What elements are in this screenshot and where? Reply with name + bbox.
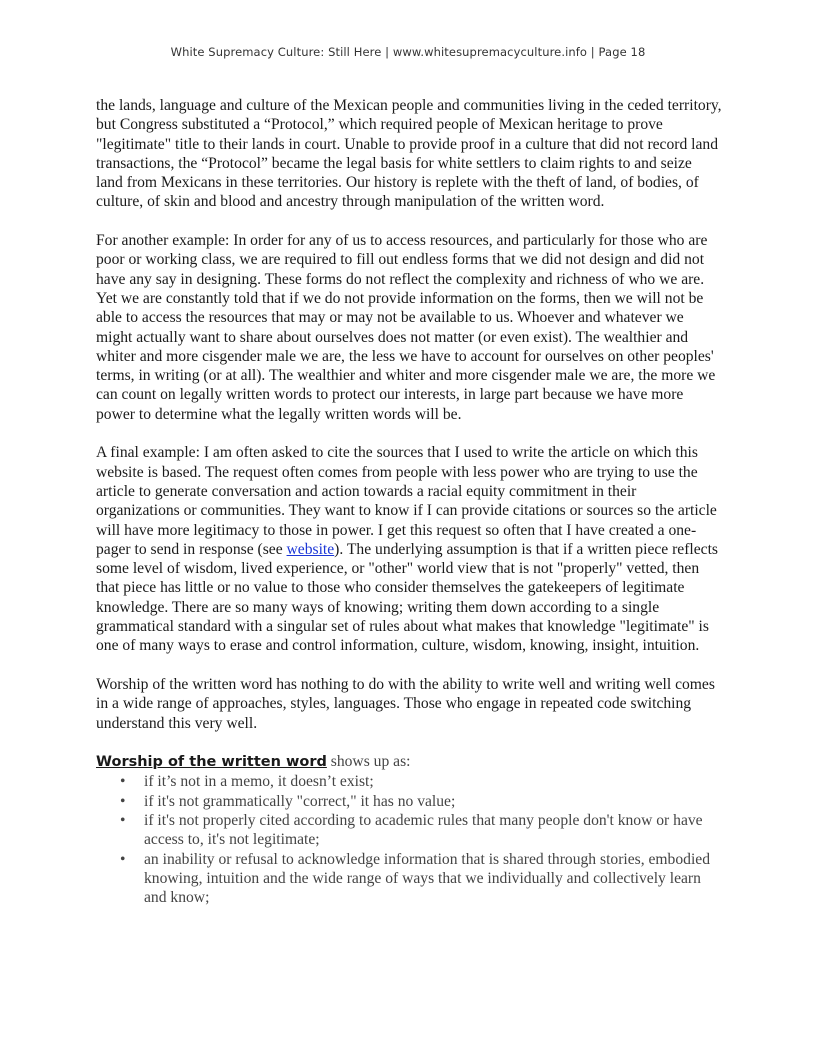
paragraph-text: A final example: I am often asked to cite the sources that I used to write the article on which this website is based. The request often comes from people with less power who are trying to use the article to generate conversation and action towards a racial equity commitment in their organizations or communities. They want to know if I can provide citations or sources so the article will have more legitimacy to those in power. I get this request so often that I have created a one-pager to send in response (see: [96, 444, 717, 558]
paragraph-citation-example: [96, 443, 722, 655]
paragraph-text: ). The underlying assumption is that if a written piece reflects some level of wisdom, lived experience, or "other" world view that is not "properly" vetted, then that piece has little or no value to those who consider themselves the gatekeepers of legitimate knowledge. There are so many ways of knowing; writing them down according to a single grammatical standard with a singular set of rules about what makes that knowledge "legitimate" is one of many ways to erase and control information, culture, wisdom, knowing, insight, intuition.: [96, 540, 718, 655]
list-item: [120, 772, 722, 791]
page-header: White Supremacy Culture: Still Here | www.whitesupremacyculture.info | Page 18: [170, 45, 646, 59]
paragraph-code-switching: Worship of the written word has nothing to do with the ability to write well and writing well comes in a wide range of approaches, styles, languages. Those who engage in repeated code switching understand this very well.: [96, 675, 715, 732]
paragraph-protocol-history: the lands, language and culture of the Mexican people and communities living in the ceded territory, but Congress substituted a “Protocol,” which required people of Mexican heritage to prove "legitimate" title to their lands in court. Unable to provide proof in a culture that did not record land transactions, the “Protocol” became the legal basis for white settlers to claim rights to and seize land from Mexicans in these territories. Our history is replete with the theft of land, of bodies, of culture, of skin and blood and ancestry through manipulation of the written word.: [96, 97, 722, 211]
bullet-icon: •: [120, 811, 126, 829]
list-item: [120, 811, 722, 850]
list-item-text: an inability or refusal to acknowledge information that is shared through stories, embodied knowing, intuition and the wide range of ways that we individually and collectively learn and know;: [144, 850, 710, 907]
website-link[interactable]: website: [286, 540, 335, 558]
section-title: Worship of the written word: [96, 754, 327, 771]
document-body: [96, 96, 722, 907]
bullet-icon: •: [120, 773, 126, 791]
list-item-text: if it's not properly cited according to academic rules that many people don't know or have access to, it's not legitimate;: [144, 811, 703, 849]
list-item: [120, 850, 722, 908]
bullet-list: [96, 772, 722, 907]
bullet-icon: •: [120, 850, 126, 868]
section-heading: [96, 752, 722, 772]
list-item: [120, 792, 722, 811]
section-title-tail: shows up as:: [326, 753, 411, 771]
paragraph-forms-example: For another example: In order for any of us to access resources, and particularly for those who are poor or working class, we are required to fill out endless forms that we did not design and did not have any say in designing. These forms do not reflect the complexity and richness of who we are. Yet we are constantly told that if we do not provide information on the forms, then we will not be able to access the resources that may or may not be available to us. Whoever and whatever we might actually want to share about ourselves does not matter (or even exist). The wealthier and whiter and more cisgender male we are, the less we have to account for ourselves on other peoples' terms, in writing (or at all). The wealthier and whiter and more cisgender male we are, the more we can count on legally written words to protect our interests, in large part because we have more power to determine what the legally written words will be.: [96, 232, 716, 423]
list-item-text: if it’s not in a memo, it doesn’t exist;: [144, 773, 374, 791]
bullet-icon: •: [120, 792, 126, 810]
list-item-text: if it's not grammatically "correct," it has no value;: [144, 792, 456, 810]
